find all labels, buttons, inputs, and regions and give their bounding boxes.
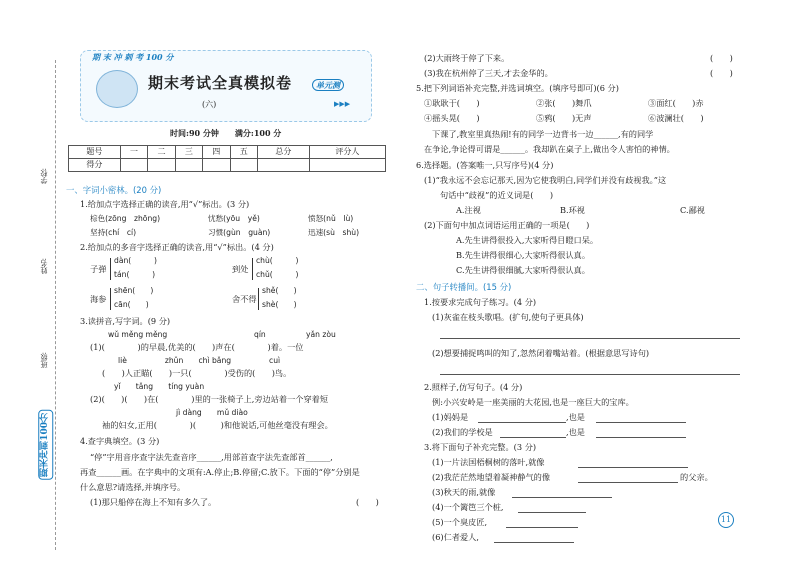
- q2-char: 舍不得: [232, 294, 257, 304]
- q5-word: ④摇头晃( ): [424, 113, 480, 123]
- p2q1-item: (2)想要捕捉鸣叫的知了,忽然闭着嘴站着。(根据意思写诗句): [432, 348, 650, 358]
- exam-subtitle: (六): [202, 100, 217, 109]
- p2q1-title: 1.按要求完成句子练习。(4 分): [424, 297, 537, 307]
- q1-item: 忧愁(yōu yě): [208, 214, 260, 223]
- p2q1-item: (1)灰雀在枝头歌唱。(扩句,使句子更具体): [432, 312, 584, 322]
- p2q3-item: 的父亲。: [680, 472, 713, 482]
- score-cell[interactable]: [203, 159, 230, 172]
- answer-paren[interactable]: ( ): [710, 68, 733, 78]
- score-cell[interactable]: [230, 159, 257, 172]
- score-cell[interactable]: [309, 159, 385, 172]
- score-table-header: 二: [148, 146, 175, 159]
- q2-title: 2.给加点的多音字选择正确的读音,用“√”标出。(4 分): [80, 242, 274, 252]
- q6-title: 6.选择题。(答案唯一,只写序号)(4 分): [416, 160, 554, 170]
- q1-title: 1.给加点字选择正确的读音,用“√”标出。(3 分): [80, 199, 250, 209]
- answer-line[interactable]: [494, 542, 574, 543]
- q4-item: (2)大雨终于停了下来。: [424, 53, 510, 63]
- q3-line: ( )人正瞄( )一只( )受伤的( )鸟。: [102, 368, 292, 378]
- p2q2-item: ,也是: [566, 412, 585, 422]
- q4-item: (3)我在杭州停了三天,才去金华的。: [424, 68, 553, 78]
- q1-item: 迅速(sù shù): [308, 228, 360, 237]
- q5-word: ③面红( )赤: [648, 98, 704, 108]
- score-table-header-label: 题号: [69, 146, 121, 159]
- score-cell[interactable]: [148, 159, 175, 172]
- q3-title: 3.读拼音,写字词。(9 分): [80, 316, 171, 326]
- q6-text: (1)“我永远不会忘记那天,因为它使我明白,同学们并没有歧视我。”这: [424, 175, 667, 185]
- answer-paren[interactable]: ( ): [356, 497, 379, 507]
- q4-para: “停”字用音序查字法先查音序______,用部首查字法先查部首______,: [90, 452, 333, 462]
- q2-char: 子弹: [90, 264, 107, 274]
- pinyin-line: wǔ měng měng: [108, 330, 168, 339]
- q6-option: C.先生讲得很细腻,大家听得很认真。: [456, 265, 590, 275]
- stamp-badge: 单元测: [312, 79, 344, 91]
- answer-line[interactable]: [596, 437, 686, 438]
- p2q3-item: (6)仁者爱人,: [432, 532, 479, 542]
- p2q2-item: (1)妈妈是: [432, 412, 469, 422]
- p2q3-item: (2)我茫茫然地望着凝神静气的像: [432, 472, 551, 482]
- score-table-header: 五: [230, 146, 257, 159]
- q4-title: 4.查字典填空。(3 分): [80, 436, 160, 446]
- score-table-header: 四: [203, 146, 230, 159]
- q5-word: ⑤鸦( )无声: [536, 113, 592, 123]
- mascot-illustration: [96, 70, 138, 108]
- q2-char: 到处: [232, 264, 249, 274]
- answer-line[interactable]: [478, 422, 566, 423]
- part2-heading: 二、句子转播间。(15 分): [416, 282, 512, 292]
- answer-line[interactable]: [440, 374, 740, 375]
- score-table-header: 总分: [257, 146, 309, 159]
- sidebar-brand: 期末冲刺100分: [38, 410, 53, 480]
- q5-word: ⑥波澜壮( ): [648, 113, 704, 123]
- score-table-header: 一: [120, 146, 147, 159]
- answer-line[interactable]: [440, 338, 740, 339]
- pinyin-line: yǎn zòu: [306, 330, 336, 339]
- q6-option: A.先生讲得很投入,大家听得目瞪口呆。: [456, 235, 599, 245]
- q6-text: (2)下面句中加点词语运用正确的一项是( ): [424, 220, 590, 230]
- answer-line[interactable]: [518, 512, 586, 513]
- q5-title: 5.把下列词语补充完整,并选词填空。(填序号即可)(6 分): [416, 83, 619, 93]
- q6-option: A.注视: [456, 205, 481, 215]
- q1-item: 习惯(gùn guàn): [208, 228, 271, 237]
- q4-item: (1)那只船停在海上不知有多久了。: [90, 497, 217, 507]
- q3-line: 袖的妇女,正用( )( )和他说话,可他丝毫没有理会。: [102, 420, 333, 430]
- pinyin-line: yǐ tǎng tíng yuàn: [114, 382, 205, 391]
- p2q3-item: (5)一个臭皮匠,: [432, 517, 488, 527]
- q2-reading: chù( ): [256, 256, 299, 265]
- q3-line: (1)( )的早晨,优美的( )声在( )着。一位: [90, 342, 304, 352]
- answer-line[interactable]: [512, 497, 612, 498]
- q2-reading: tán( ): [114, 270, 156, 279]
- p2q2-example: 例:小兴安岭是一座美丽的大花园,也是一座巨大的宝库。: [432, 397, 634, 407]
- q2-reading: cān( ): [114, 300, 149, 309]
- p2q3-item: (3)秋天的雨,就像: [432, 487, 496, 497]
- q1-item: 棕色(zōng zhōng): [90, 214, 161, 223]
- p2q3-item: (1)一片法国梧桐树的落叶,就像: [432, 457, 545, 467]
- part1-heading: 一、字词小密林。(20 分): [66, 185, 162, 195]
- sidebar-school: 学校:: [40, 168, 48, 185]
- arrow-decor-icon: ▶▶▶: [334, 100, 351, 108]
- answer-line[interactable]: [578, 467, 688, 468]
- pinyin-line: qín: [254, 330, 266, 339]
- sidebar-name: 姓名:: [40, 258, 48, 275]
- exam-info: 时间:90 分钟 满分:100 分: [170, 128, 282, 138]
- p2q2-item: ,也是: [566, 427, 585, 437]
- score-table-header: 三: [175, 146, 202, 159]
- p2q3-title: 3.将下面句子补充完整。(3 分): [424, 442, 537, 452]
- q4-para: 什么意思?请选择,并填序号。: [80, 482, 186, 492]
- q3-line: (2)( )( )在( )里的一张椅子上,旁边站着一个穿着短: [90, 394, 329, 404]
- score-cell[interactable]: [257, 159, 309, 172]
- q2-reading: shě( ): [262, 286, 297, 295]
- q2-char: 海参: [90, 294, 107, 304]
- binding-line: [55, 60, 56, 550]
- score-cell[interactable]: [175, 159, 202, 172]
- q5-word: ②张( )舞爪: [536, 98, 592, 108]
- p2q2-item: (2)我们的学校是: [432, 427, 493, 437]
- q2-reading: dàn( ): [114, 256, 157, 265]
- q6-text: 句话中“歧视”的近义词是( ): [440, 190, 554, 200]
- page-number: 11: [718, 512, 734, 528]
- answer-line[interactable]: [500, 437, 566, 438]
- score-table-header: 评分人: [309, 146, 385, 159]
- pinyin-line: liè zhǔn chì bǎng cuì: [118, 356, 281, 365]
- q5-para: 下课了,教室里真热闹!有的同学一边背书一边______,有的同学: [432, 129, 654, 139]
- answer-line[interactable]: [596, 422, 686, 423]
- pinyin-line: jì dàng mǔ diào: [176, 408, 248, 417]
- p2q3-item: (4)一个篱笆三个桩,: [432, 502, 504, 512]
- banner-top-line: 期 末 冲 刺 考 100 分: [92, 52, 174, 62]
- q4-para: 再查______画。在字典中的文项有:A.停止;B.停留;C.放下。下面的“停”分别是: [80, 467, 360, 477]
- q2-reading: shè( ): [262, 300, 297, 309]
- answer-line[interactable]: [506, 527, 578, 528]
- q5-para: 在争论,争论得可谓是______。我却趴在桌子上,做出令人害怕的神情。: [424, 144, 675, 154]
- score-cell[interactable]: [120, 159, 147, 172]
- p2q2-title: 2.照样子,仿写句子。(4 分): [424, 382, 523, 392]
- q6-option: C.鄙视: [680, 205, 705, 215]
- sidebar-class: 班级:: [40, 352, 48, 369]
- exam-title: 期末考试全真模拟卷: [148, 74, 293, 92]
- answer-paren[interactable]: ( ): [710, 53, 733, 63]
- q1-item: 愤怒(nǔ lù): [308, 214, 354, 223]
- q2-reading: shēn( ): [114, 286, 154, 295]
- q6-option: B.先生讲得很细心,大家听得很认真。: [456, 250, 591, 260]
- score-row-label: 得分: [69, 159, 121, 172]
- q5-word: ①耿耿于( ): [424, 98, 480, 108]
- q1-item: 坚持(chí cí): [90, 228, 137, 237]
- score-table: [68, 145, 386, 172]
- q2-reading: chǔ( ): [256, 270, 299, 279]
- answer-line[interactable]: [578, 482, 678, 483]
- q6-option: B.环视: [560, 205, 585, 215]
